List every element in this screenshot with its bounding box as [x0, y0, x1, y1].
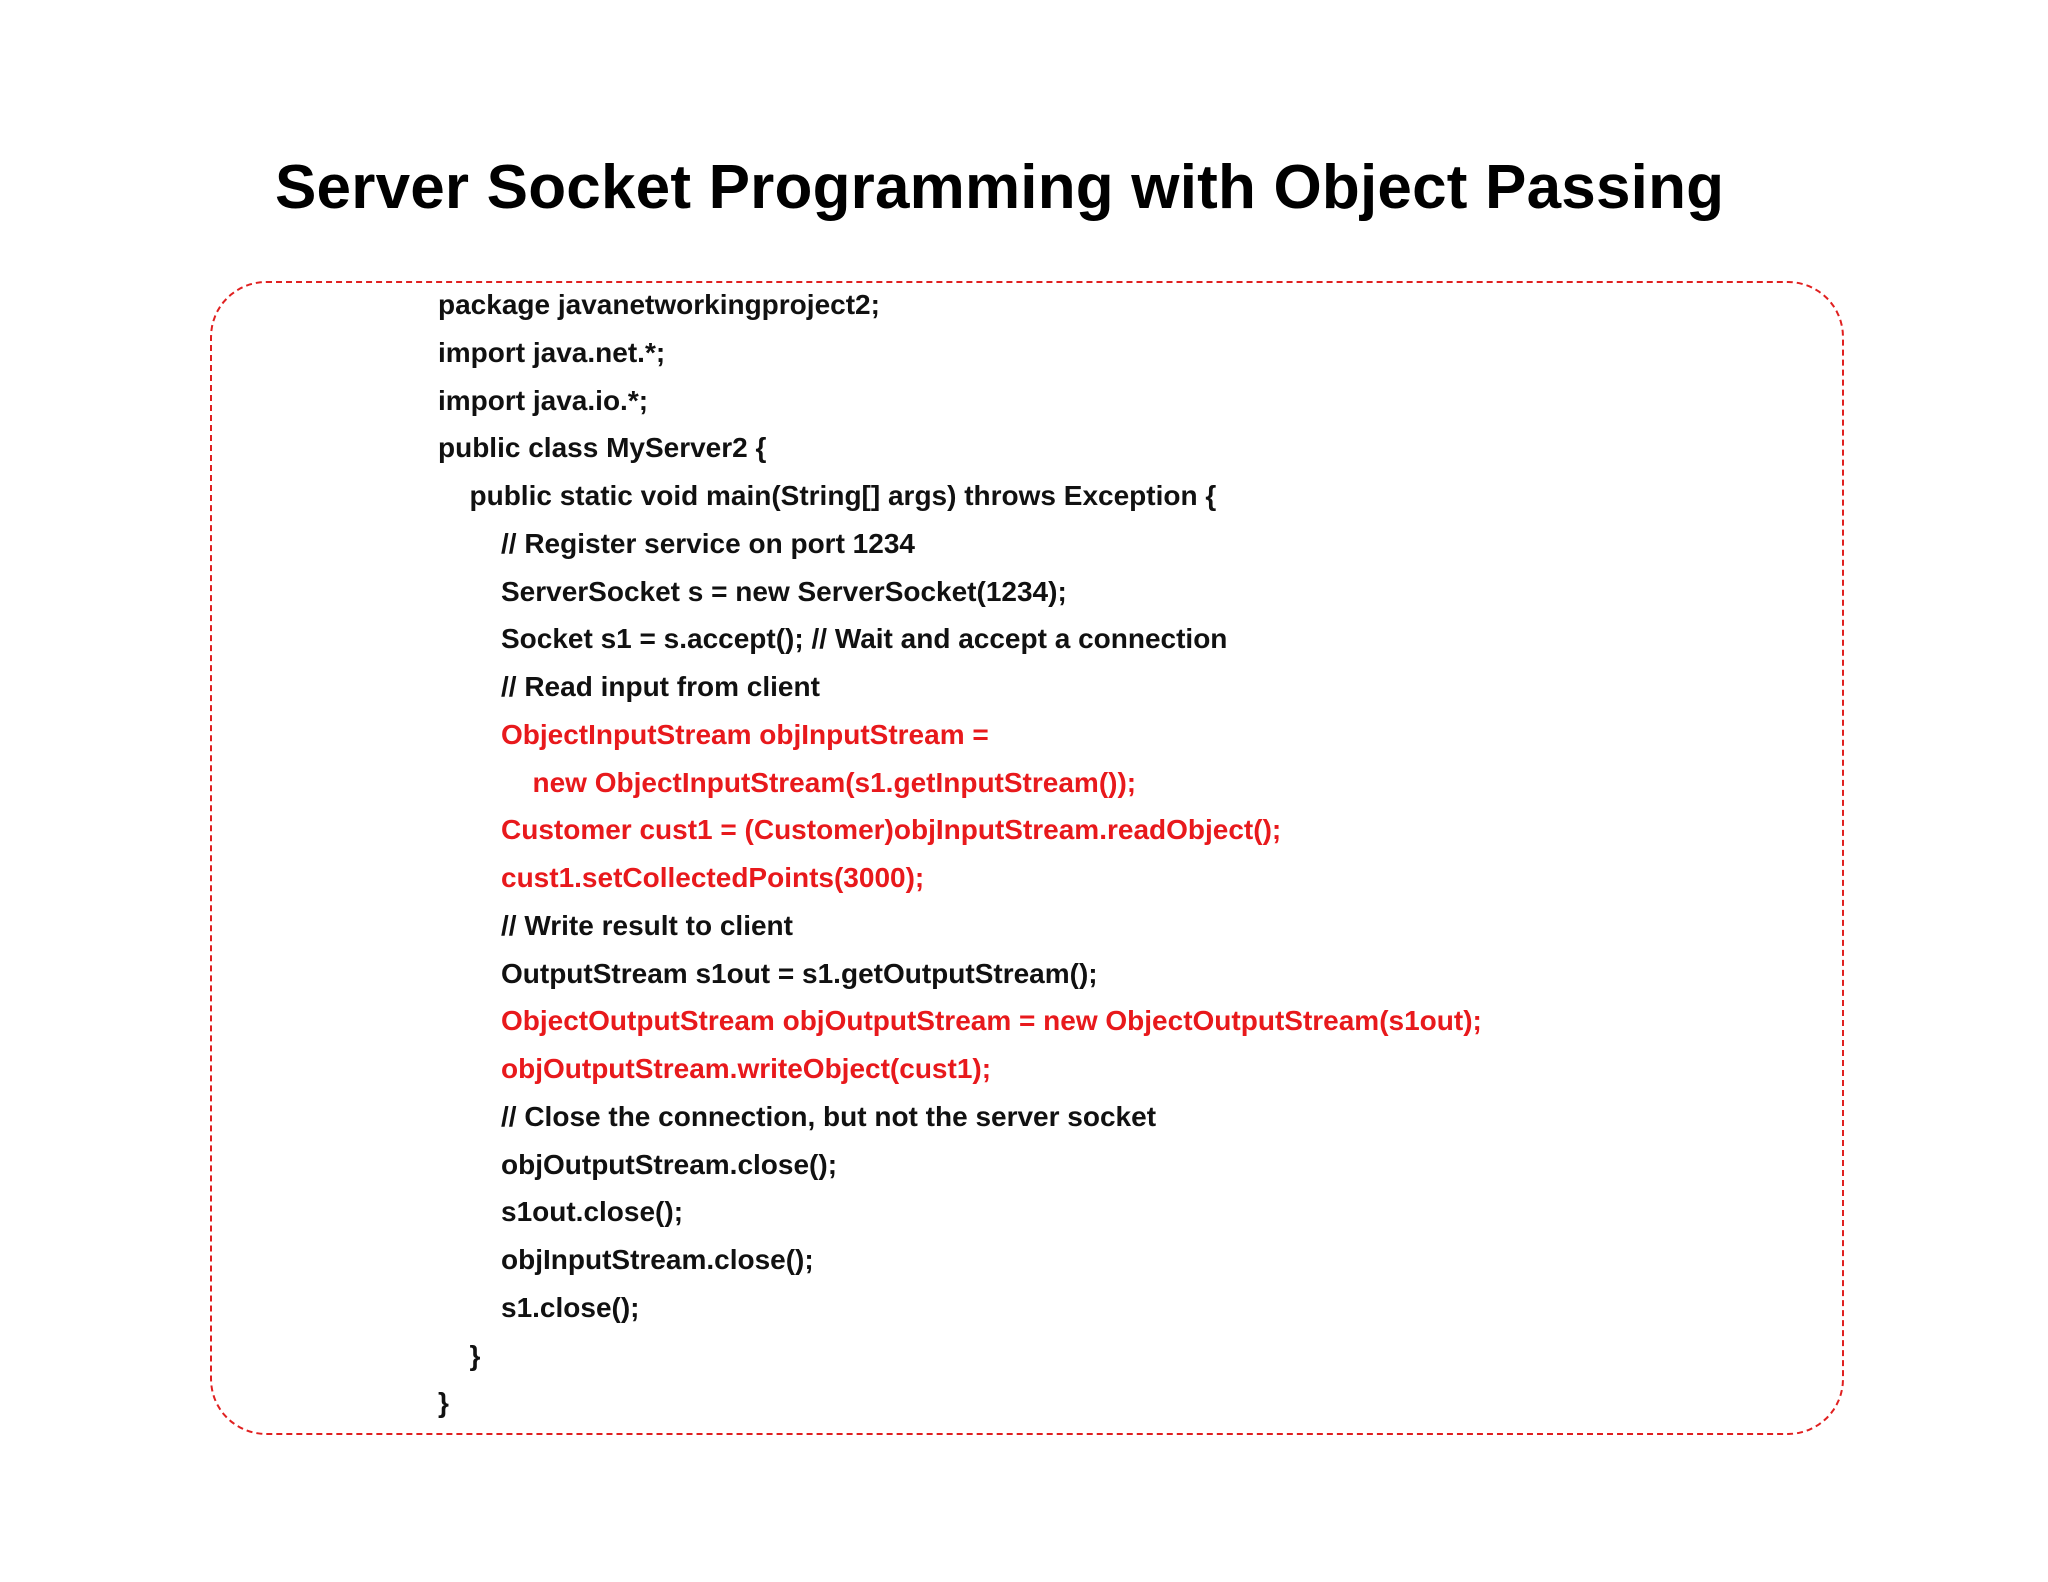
code-line: ServerSocket s = new ServerSocket(1234); [501, 575, 1067, 607]
code-line: OutputStream s1out = s1.getOutputStream(); [501, 957, 1098, 989]
code-line: cust1.setCollectedPoints(3000); [501, 862, 925, 893]
code-line: new ObjectInputStream(s1.getInputStream()); [532, 766, 1137, 798]
code-line: } [469, 1339, 481, 1371]
code-line: public static void main(String[] args) throws Exception { [469, 480, 1217, 511]
code-line: // Register service on port 1234 [501, 527, 915, 559]
code-line: // Write result to client [501, 909, 793, 941]
code-line: Customer cust1 = (Customer)objInputStream.readObject(); [501, 814, 1282, 846]
code-line: ObjectOutputStream objOutputStream = new ObjectOutputStream(s1out); [501, 1005, 1482, 1037]
code-line: Socket s1 = s.accept(); // Wait and accept a connection [501, 623, 1228, 655]
slide-title: Server Socket Programming with Object Passing [275, 153, 1725, 222]
code-line: // Read input from client [501, 671, 820, 702]
code-line: ObjectInputStream objInputStream = [501, 718, 989, 750]
code-line: import java.net.*; [438, 336, 666, 368]
code-line: // Close the connection, but not the server socket [501, 1100, 1157, 1132]
code-line: s1out.close(); [501, 1196, 684, 1228]
code-line: } [438, 1387, 449, 1419]
code-line: package javanetworkingproject2; [438, 289, 880, 320]
code-line: s1.close(); [501, 1291, 640, 1323]
code-line: objOutputStream.close(); [501, 1148, 838, 1180]
code-line: public class MyServer2 { [438, 432, 767, 464]
code-listing [438, 286, 1482, 1432]
code-line: objInputStream.close(); [501, 1244, 814, 1275]
code-line: import java.io.*; [438, 384, 649, 416]
code-line: objOutputStream.writeObject(cust1); [501, 1053, 992, 1084]
